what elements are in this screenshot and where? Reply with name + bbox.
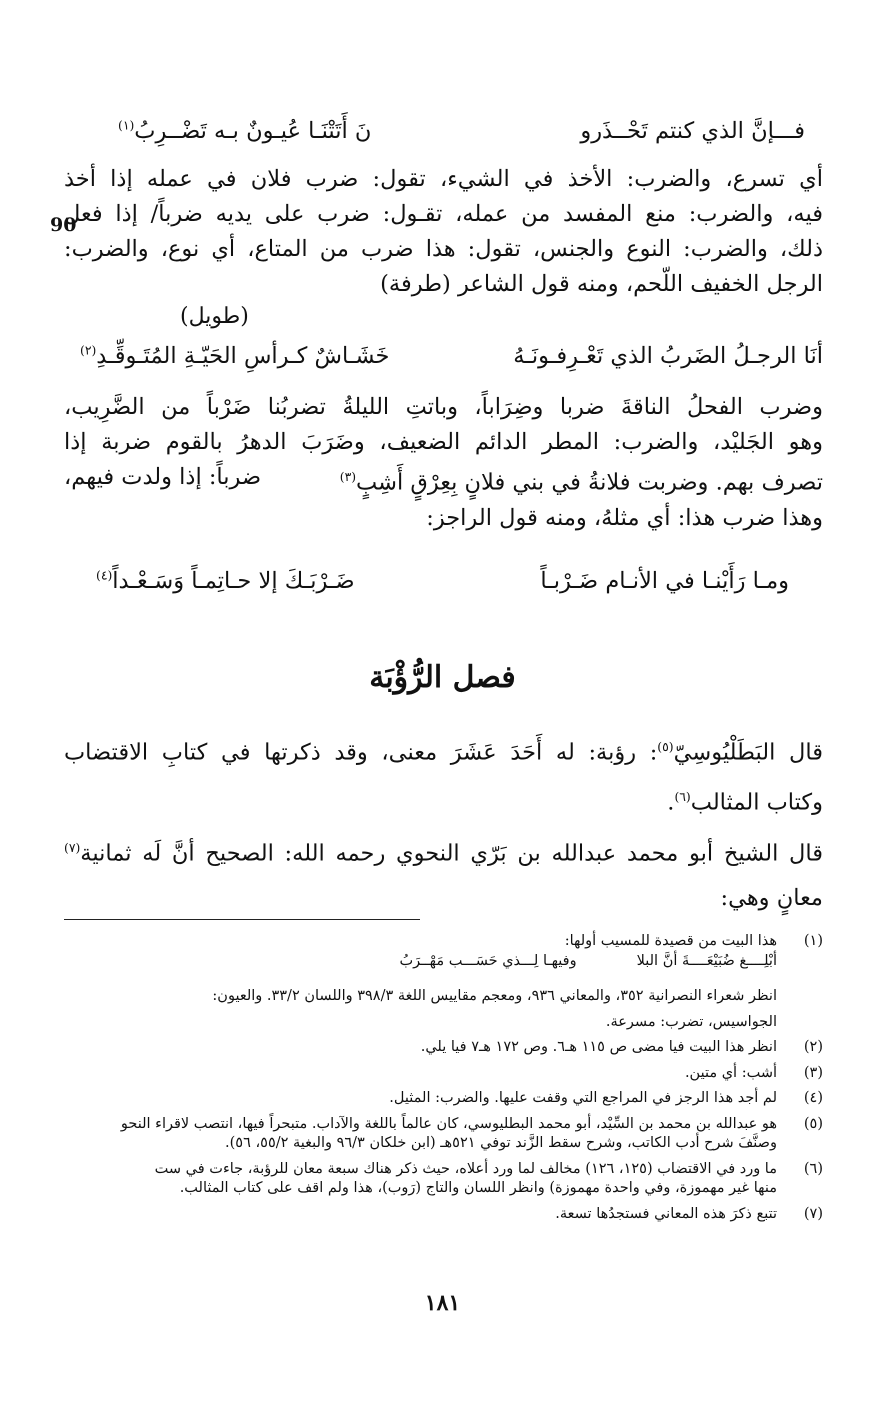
body-line: فيه، والضرب: منع المفسد من عمله، تقـول: ضرب على يديه ضرباً/ إذا فعل — [64, 201, 823, 227]
footnote-ref: (٦) — [674, 789, 691, 804]
paragraph-batalyusi — [64, 725, 823, 824]
footnote-ref: (٥) — [657, 740, 674, 754]
footnote-verse-left: وفيهـا لِـــذي حَسَـــب مَهْــرَبُ — [399, 952, 577, 969]
footnote-2 — [60, 1038, 823, 1058]
body-paragraph-1 — [64, 162, 823, 302]
punctuation: . — [667, 789, 675, 815]
footnote-text: هو عبدالله بن محمد بن السِّيْد، أبو محمد البطليوسي، كان عالماً باللغة والآداب. متبحراً فيها، انتصب لاقراء النحو — [120, 1115, 777, 1132]
footnote-1 — [60, 932, 823, 952]
footnote-number: (٥) — [803, 1115, 823, 1132]
footnote-ref: (١) — [118, 118, 135, 133]
footnote-text: تتبع ذكرَ هذه المعاني فستجدُها تسعة. — [555, 1205, 777, 1222]
body-line: أي تسرع، والضرب: الأخذ في الشيء، تقول: ضرب فلان في عمله إذا أخذ — [64, 166, 823, 192]
body-paragraph-2 — [64, 390, 823, 536]
verse-2-left — [80, 343, 389, 369]
footnote-5 — [60, 1115, 823, 1135]
footnote-number: (٣) — [803, 1064, 823, 1081]
footnote-number: (٧) — [803, 1205, 823, 1222]
footnote-text: منها غير مهموزة، وفي واحدة مهموزة) وانظر اللسان والتاج (رَوب)، هذا ولم اقف على كتاب المثالب. — [179, 1180, 777, 1196]
quote-text: : رؤبة: له أَحَدَ عَشَرَ معنى، وقد ذكرتها في كتابِ الاقتضاب — [64, 739, 658, 766]
verse-2 — [513, 343, 823, 369]
page-number: ١٨١ — [424, 1290, 461, 1316]
section-title: فصل الرُّؤْبَة — [369, 660, 516, 695]
footnote-ref: (٣) — [339, 470, 357, 484]
footnote-verse-right: أبْلِــــغ ضُبَيْعَــــةَ أنَّ البلا — [636, 952, 777, 969]
verse-1-hemistich-left: نَ أَتَتْنَـا عُيـونٌ بـه تَضْــرِبُ — [134, 118, 372, 144]
footnote-text: لم أجد هذا الرجز في المراجع التي وقفت عليها. والضرب: المثيل. — [389, 1090, 777, 1106]
footnote-separator — [64, 919, 420, 920]
body-line — [64, 725, 823, 775]
body-line: وضرب الفحلُ الناقةَ ضربا وضِرَاباً، وباتتِ الليلةُ تضربُنا ضَرْباً من الضَّرِيب، — [64, 394, 823, 420]
verse-3-hemistich-left: ضَـرْبَـكَ إلا حـاتِمـاً وَسَـعْـداً — [112, 568, 355, 594]
footnotes — [60, 932, 823, 1224]
footnote-number: (٤) — [803, 1090, 823, 1106]
footnote-ref: (٤) — [96, 568, 113, 583]
meter-label: (طويل) — [180, 304, 249, 329]
margin-page-number: 90 — [50, 214, 77, 236]
body-line: وهو الجَليْد، والضرب: المطر الدائم الضعيف، وضَرَبَ الدهرُ بالقوم ضربة إذا — [64, 429, 823, 455]
footnote-text: انظر شعراء النصرانية ٣٥٢، والمعاني ٩٣٦، ومعجم مقاييس اللغة ٣٩٨/٣ واللسان ٣٣/٢. والعيون: — [212, 988, 777, 1004]
footnote-verse — [60, 952, 823, 972]
body-line: ذلك، والضرب: النوع والجنس، تقول: هذا ضرب من المتاع، أي نوع، والضرب: — [64, 236, 823, 262]
footnote-7 — [60, 1205, 823, 1225]
footnote-number: (١) — [803, 933, 823, 949]
body-line: وهذا ضرب هذا: أي مثلهُ، ومنه قول الراجز: — [426, 504, 823, 531]
footnote-text: انظر هذا البيت فيا مضى ص ١١٥ هـ٦. وص ١٧٢ هـ٧ فيا يلي. — [420, 1039, 777, 1055]
body-line — [64, 775, 823, 825]
footnote-ref: (٧) — [64, 841, 81, 855]
footnote-number: (٢) — [803, 1039, 823, 1055]
footnote-text: أشب: أي متين. — [684, 1064, 777, 1081]
footnote-6 — [60, 1160, 823, 1180]
footnote-text: هذا البيت من قصيدة للمسيب أولها: — [564, 933, 777, 949]
paragraph-ibn-barri — [64, 826, 823, 920]
footnote-text: ما ورد في الاقتضاب (١٢٥، ١٢٦) مخالف لما ورد أعلاه، حيث ذكر هناك سبعة معان للرؤبة، جاءت في ست — [154, 1160, 777, 1177]
verse-1-hemistich-right: فـــإنَّ الذي كنتم تَحْــذَرو — [580, 118, 805, 144]
verse-2-hemistich-left: خَشَـاشٌ كـرأسِ الحَيّـةِ المُتَـوقِّـدِ — [96, 343, 390, 369]
body-line — [64, 460, 823, 501]
body-line: الرجل الخفيف اللّحم، ومنه قول الشاعر (طرفة) — [380, 271, 823, 297]
footnote-3 — [60, 1064, 823, 1084]
body-line — [64, 826, 823, 876]
footnote-4 — [60, 1089, 823, 1109]
footnote-number: (٦) — [803, 1160, 823, 1177]
verse-2-hemistich-right: أنَا الرجـلُ الضَربُ الذي تَعْـرِفـونَـهُ — [513, 343, 823, 369]
verse-3-left — [96, 568, 355, 594]
verse-1 — [580, 118, 805, 144]
quote-text: قال الشيخ أبو محمد عبدالله بن بَرّي النحوي رحمه الله: الصحيح أنَّ لَه ثمانية — [80, 840, 823, 867]
footnote-text: الجواسيس، تضرب: مسرعة. — [605, 1013, 777, 1030]
verse-3-hemistich-right: ومـا رَأَيْنـا في الأنـام ضَـرْبـاً — [540, 568, 789, 594]
verse-1-left — [118, 118, 371, 144]
book-title: وكتاب المثالب — [690, 789, 823, 815]
body-line: معانٍ وهي: — [720, 884, 823, 911]
body-line-start — [340, 460, 823, 501]
verse-3 — [540, 568, 789, 594]
footnote-ref: (٢) — [80, 343, 97, 358]
body-line-end: ضرباً: إذا ولدت فيهم، — [64, 464, 262, 490]
body-line-text: تصرف بهم. وضربت فلانةُ في بني فلانٍ بِعِرْقٍ أَشِبٍ — [356, 469, 823, 496]
footnote-text: وصنَّفَ شرح أدب الكاتب، وشرح سقط الزَّند توفي ٥٢١هـ (ابن خلكان ٩٦/٣ والبغية ٥٥/٢، ٥٦). — [225, 1135, 777, 1151]
quote-author: قال البَطَلْيُوسِيّ — [673, 739, 824, 766]
